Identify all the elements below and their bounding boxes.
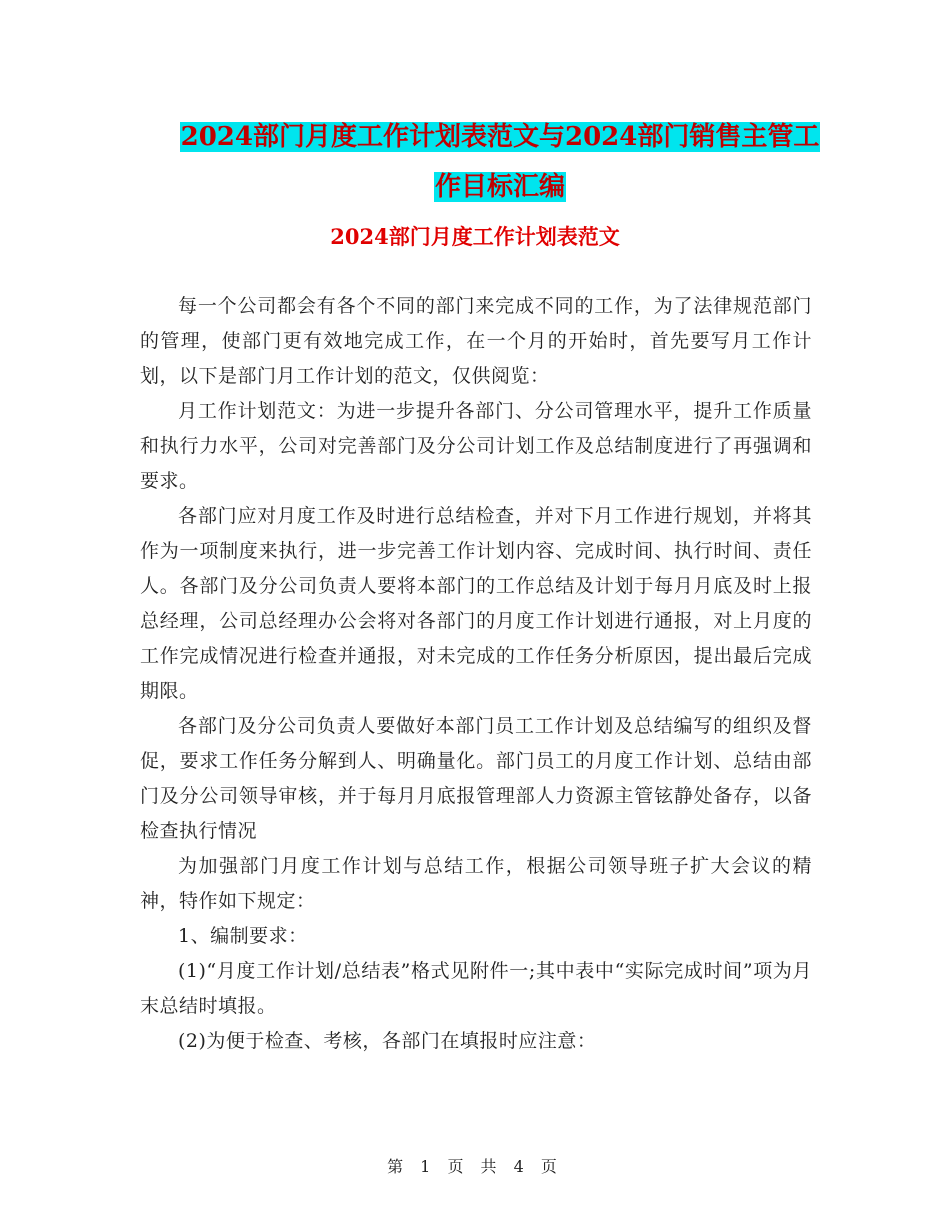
paragraph: 每一个公司都会有各个不同的部门来完成不同的工作，为了法律规范部门的管理，使部门更有效地完成工作，在一个月的开始时，首先要写月工作计划，以下是部门月工作计划的范文，仅供阅览： (140, 295, 812, 387)
document-title-line-1: 2024部门月度工作计划表范文与2024部门销售主管工 (180, 122, 820, 152)
paragraph: (1)“月度工作计划/总结表”格式见附件一;其中表中“实际完成时间”项为月末总结时填报。 (140, 960, 812, 1017)
document-body (140, 289, 812, 1059)
paragraph: 1、编制要求： (178, 925, 308, 947)
document-title (100, 112, 900, 212)
document-title-line-2: 作目标汇编 (434, 172, 565, 202)
paragraph: 为加强部门月度工作计划与总结工作，根据公司领导班子扩大会议的精神，特作如下规定： (140, 855, 812, 912)
paragraph: 月工作计划范文：为进一步提升各部门、分公司管理水平，提升工作质量和执行力水平，公司对完善部门及分公司计划工作及总结制度进行了再强调和要求。 (140, 400, 812, 492)
paragraph: 各部门及分公司负责人要做好本部门员工工作计划及总结编写的组织及督促，要求工作任务分解到人、明确量化。部门员工的月度工作计划、总结由部门及分公司领导审核，并于每月月底报管理部人力资源主管铉静处备存，以备检查执行情况 (140, 715, 812, 842)
section-title: 2024部门月度工作计划表范文 (330, 224, 620, 249)
page-footer: 第 1 页 共 4 页 (387, 1157, 563, 1176)
paragraph: (2)为便于检查、考核，各部门在填报时应注意： (178, 1030, 597, 1052)
paragraph: 各部门应对月度工作及时进行总结检查，并对下月工作进行规划，并将其作为一项制度来执行，进一步完善工作计划内容、完成时间、执行时间、责任人。各部门及分公司负责人要将本部门的工作总结及计划于每月月底及时上报总经理，公司总经理办公会将对各部门的月度工作计划进行通报，对上月度的工作完成情况进行检查并通报，对未完成的工作任务分析原因，提出最后完成期限。 (140, 505, 812, 702)
